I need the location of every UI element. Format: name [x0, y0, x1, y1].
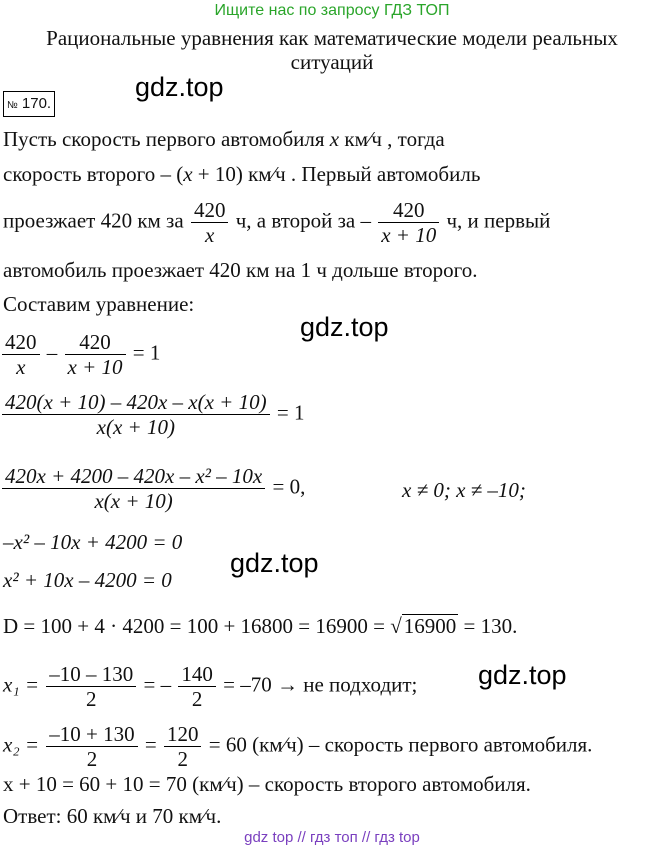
fraction: $\frac{420}{x + 10}$ — [378, 198, 439, 247]
problem-number — [3, 91, 55, 117]
search-hint: Ищите нас по запросу ГДЗ ТОП — [214, 2, 450, 19]
second-speed: x + 10 = 60 + 10 = 70 (км⁄ч) – скорость второго автомобиля. — [3, 772, 531, 796]
number-value: 170. — [21, 95, 52, 112]
domain-conditions: x ≠ 0; x ≠ –10; — [402, 478, 526, 502]
watermark: gdz.top — [478, 660, 567, 690]
equation-5: x² + 10x – 4200 = 0 — [3, 568, 172, 592]
footer-links[interactable]: gdz top // гдз топ // гдз top — [244, 829, 420, 846]
root-x2: x₂ = $\frac{-10 + 130}{2}$ = $\frac{120}{2}$ = 60 (км⁄ч) – скорость первого автомобиля. — [3, 722, 593, 771]
solution-line-3: проезжает 420 км за $\frac{420}{x}$ ч, а второй за – $\frac{420}{x + 10}$ ч, и первый — [3, 198, 551, 247]
solution-line-2: скорость второго – (x + 10) км⁄ч . Первый автомобиль — [3, 162, 481, 186]
discriminant: D = 100 + 4 · 4200 = 100 + 16800 = 16900 = √16900 = 130. — [3, 614, 518, 638]
solution-line-5: Составим уравнение: — [3, 292, 195, 316]
watermark: gdz.top — [135, 72, 224, 102]
watermark: gdz.top — [300, 312, 389, 342]
title-line-2: ситуаций — [290, 50, 374, 74]
number-sign: № — [7, 100, 18, 111]
watermark: gdz.top — [230, 548, 319, 578]
solution-line-1: Пусть скорость первого автомобиля x км⁄ч , тогда — [3, 127, 445, 151]
title-line-1: Рациональные уравнения как математические модели реальных — [46, 26, 618, 50]
root-x1: x₁ = $\frac{-10 - 130}{2}$ = – $\frac{140}{2}$ = –70 → не подходит; — [3, 662, 418, 711]
equation-2: $\frac{420(x + 10) - 420x - x(x + 10)}{x(x + 10)}$ = 1 — [0, 390, 304, 439]
fraction: $\frac{420}{x}$ — [191, 198, 229, 247]
equation-4: –x² – 10x + 4200 = 0 — [3, 530, 183, 554]
solution-line-4: автомобиль проезжает 420 км на 1 ч дольше второго. — [3, 258, 478, 282]
equation-3: $\frac{\text{420x + 4200 – 420x – x² – 10x}}{x(x + 10)}$ = 0, — [0, 464, 305, 513]
answer: Ответ: 60 км⁄ч и 70 км⁄ч. — [3, 804, 222, 828]
equation-1: $\frac{420}{x}$ – $\frac{420}{x + 10}$ = 1 — [0, 330, 160, 379]
page-title — [0, 26, 664, 74]
